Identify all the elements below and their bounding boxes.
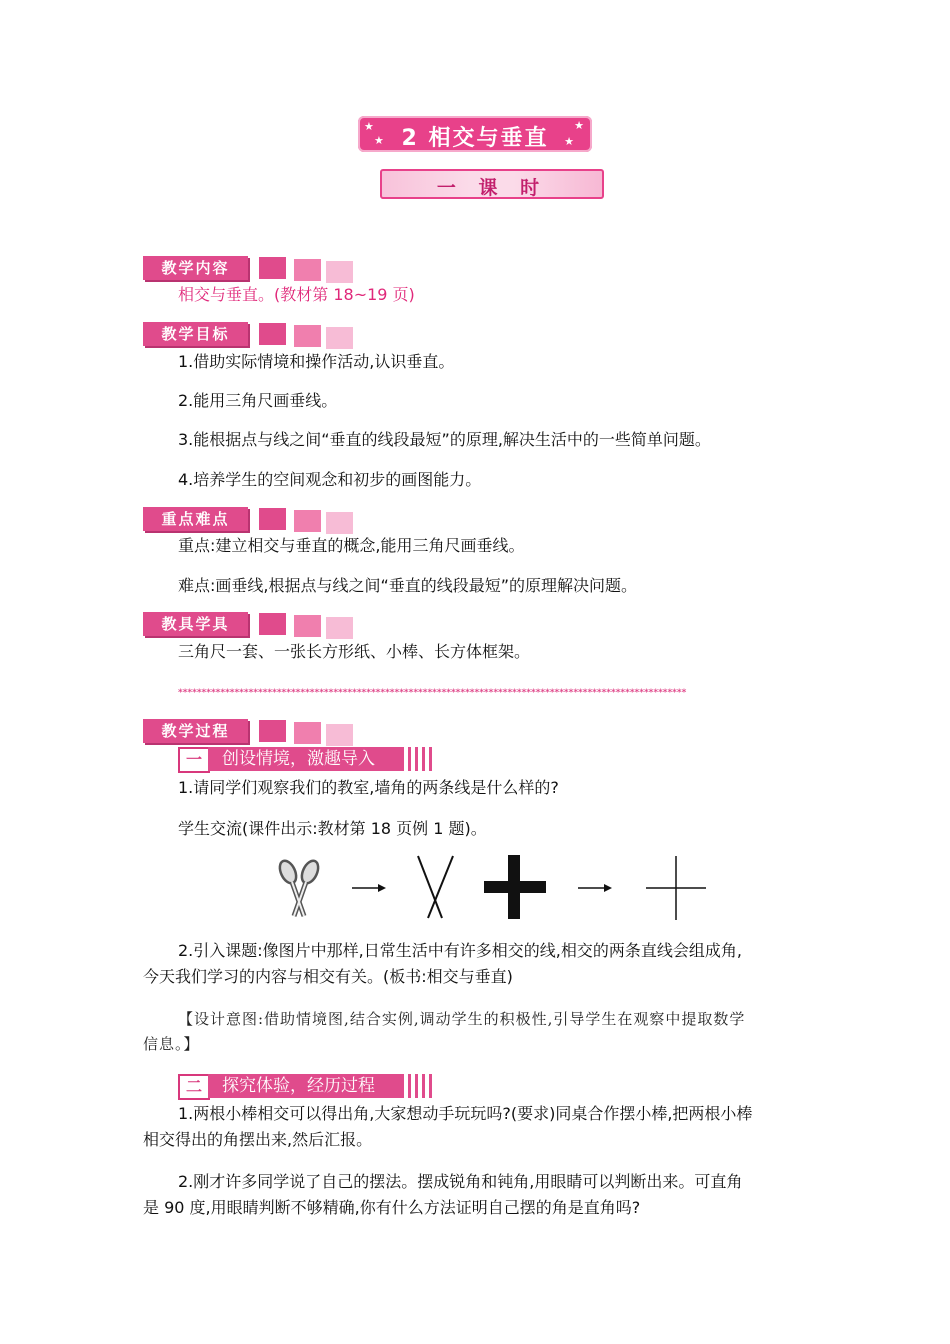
arrow-right-icon	[352, 884, 386, 892]
star-icon: ★	[574, 119, 584, 132]
intersecting-lines-illustration	[270, 850, 730, 925]
decor-square	[259, 720, 286, 742]
step-number: 二	[178, 1074, 210, 1100]
paragraph: 相交得出的角摆出来,然后汇报。	[143, 1130, 373, 1149]
paragraph: 今天我们学习的内容与相交有关。(板书:相交与垂直)	[143, 967, 513, 986]
paragraph: 学生交流(课件出示:教材第 18 页例 1 题)。	[178, 819, 487, 838]
goal-item: 4.培养学生的空间观念和初步的画图能力。	[178, 470, 482, 489]
lesson-subtitle-banner	[380, 169, 604, 199]
decor-square	[326, 512, 353, 534]
star-icon: ★	[374, 134, 384, 147]
arrow-right-icon	[578, 884, 612, 892]
decor-square	[294, 325, 321, 347]
difficult-point-text: 难点:画垂线,根据点与线之间“垂直的线段最短”的原理解决问题。	[178, 576, 638, 595]
paragraph: 1.两根小棒相交可以得出角,大家想动手玩玩吗?(要求)同桌合作摆小棒,把两根小棒	[178, 1104, 753, 1123]
paragraph: 是 90 度,用眼睛判断不够精确,你有什么方法证明自己摆的角是直角吗?	[143, 1198, 641, 1217]
section-label-process: 教学过程	[143, 719, 248, 743]
step-number: 一	[178, 747, 210, 773]
crossed-lines-icon	[418, 856, 453, 918]
lesson-title-banner	[358, 116, 592, 152]
decor-square	[326, 327, 353, 349]
step-stripes	[408, 1074, 436, 1098]
decor-square	[259, 257, 286, 279]
star-separator: ************************************************************************************************************	[178, 688, 687, 698]
decor-square	[294, 615, 321, 637]
decor-square	[326, 261, 353, 283]
step-title: 创设情境，激趣导入	[208, 747, 404, 771]
scissors-icon	[277, 858, 322, 916]
section-label-goals: 教学目标	[143, 322, 248, 346]
decor-square	[259, 323, 286, 345]
step-stripes	[408, 747, 436, 771]
decor-square	[294, 259, 321, 281]
design-intent: 信息。】	[143, 1035, 200, 1053]
section-label-tools: 教具学具	[143, 612, 248, 636]
paragraph: 2.刚才许多同学说了自己的摆法。摆成锐角和钝角,用眼睛可以判断出来。可直角	[178, 1172, 743, 1191]
paragraph: 2.引入课题:像图片中那样,日常生活中有许多相交的线,相交的两条直线会组成角,	[178, 941, 742, 960]
goal-item: 3.能根据点与线之间“垂直的线段最短”的原理,解决生活中的一些简单问题。	[178, 430, 711, 449]
goal-item: 2.能用三角尺画垂线。	[178, 391, 338, 410]
goal-item: 1.借助实际情境和操作活动,认识垂直。	[178, 352, 455, 371]
decor-square	[259, 613, 286, 635]
decor-square	[294, 722, 321, 744]
star-icon: ★	[564, 135, 574, 148]
content-text: 相交与垂直。(教材第 18~19 页)	[178, 285, 415, 304]
section-label-content: 教学内容	[143, 256, 248, 280]
section-label-keypoints: 重点难点	[143, 507, 248, 531]
decor-square	[259, 508, 286, 530]
lesson-subtitle: 一 课 时	[436, 177, 548, 199]
lesson-title: 2 相交与垂直	[401, 126, 549, 151]
step-title: 探究体验，经历过程	[208, 1074, 404, 1098]
decor-square	[326, 724, 353, 746]
decor-square	[326, 617, 353, 639]
star-icon: ★	[364, 120, 374, 133]
paragraph: 1.请同学们观察我们的教室,墙角的两条线是什么样的?	[178, 778, 559, 797]
decor-square	[294, 510, 321, 532]
design-intent: 【设计意图:借助情境图,结合实例,调动学生的积极性,引导学生在观察中提取数学	[178, 1010, 746, 1028]
perpendicular-cross-icon	[646, 856, 706, 920]
plus-icon	[484, 855, 546, 919]
tools-text: 三角尺一套、一张长方形纸、小棒、长方体框架。	[178, 642, 531, 661]
key-point-text: 重点:建立相交与垂直的概念,能用三角尺画垂线。	[178, 536, 525, 555]
